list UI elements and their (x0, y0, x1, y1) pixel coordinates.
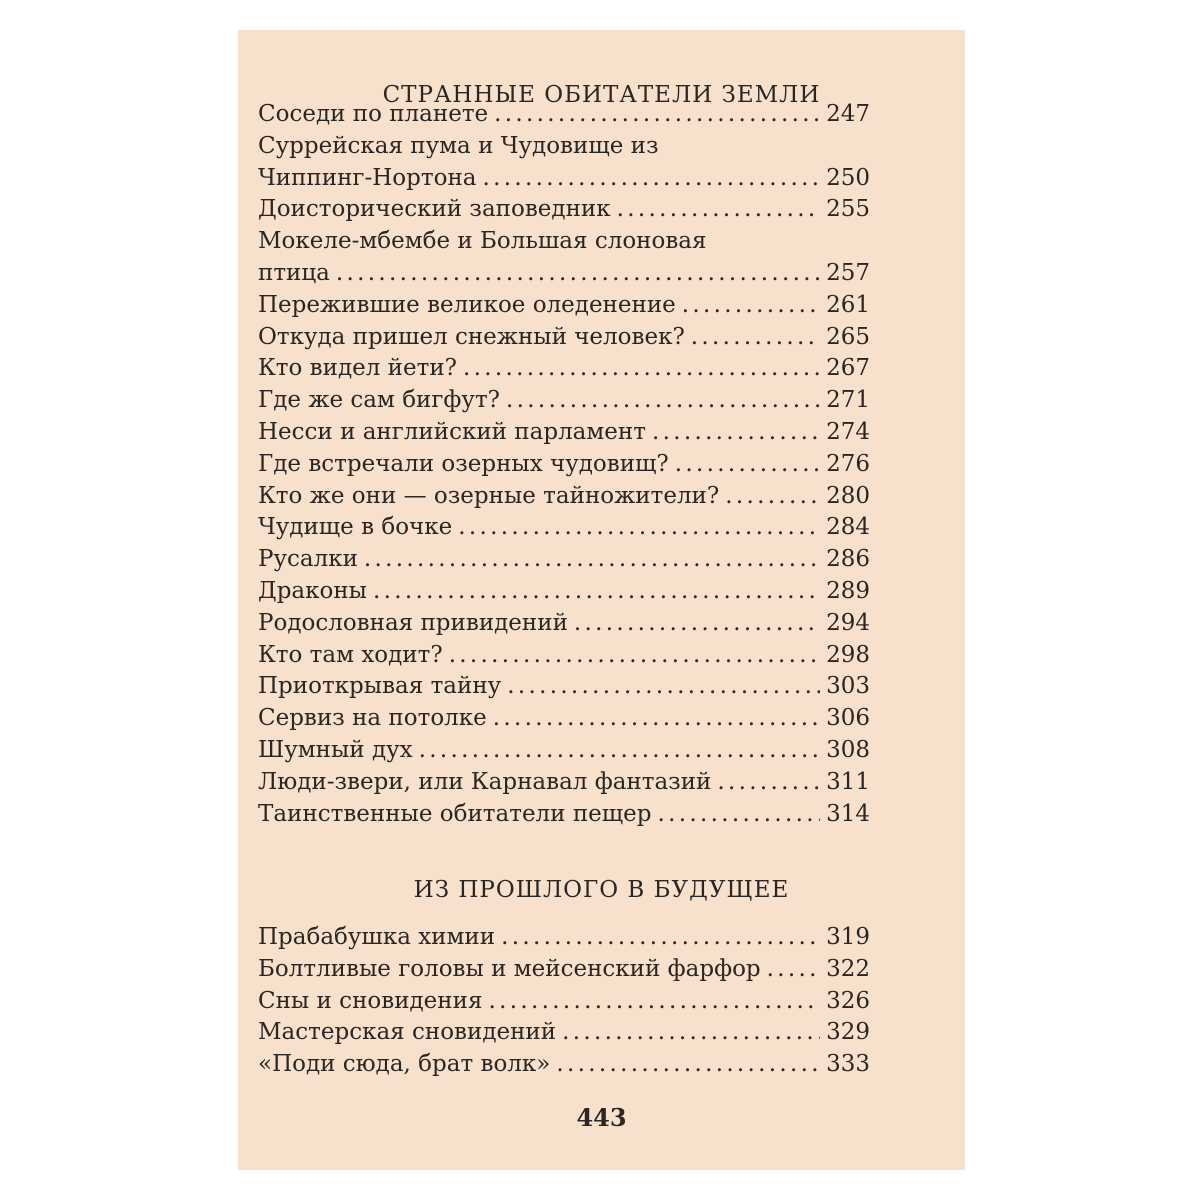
toc-entry-title: Болтливые головы и мейсенский фарфор (258, 955, 761, 982)
toc-page-number: 303 (826, 673, 870, 700)
toc-entry (258, 703, 870, 735)
toc-page-number: 289 (826, 577, 870, 604)
toc-entry-title: «Поди сюда, брат волк» (258, 1051, 551, 1078)
toc-entry (258, 1017, 870, 1049)
toc-entry-title: Кто там ходит? (258, 641, 443, 668)
dot-leader (574, 608, 820, 640)
dot-leader (506, 385, 820, 417)
toc-entry-title: Откуда пришел снежный человек? (258, 323, 685, 350)
toc-entry (258, 1049, 870, 1081)
toc-entry-title: Сны и сновидения (258, 987, 483, 1014)
toc-entry (258, 481, 870, 513)
toc-entry (258, 226, 870, 258)
toc-page-number: 280 (826, 482, 870, 509)
toc-entry (258, 290, 870, 322)
page-number: 443 (576, 1103, 627, 1132)
toc-entry (258, 799, 870, 831)
toc-entry-title: Кто же они — озерные тайножители? (258, 482, 720, 509)
toc-page-number: 271 (826, 387, 870, 414)
dot-leader (458, 512, 820, 544)
dot-leader (373, 576, 820, 608)
dot-leader (562, 1017, 820, 1049)
toc-page-number: 255 (826, 196, 870, 223)
toc-entry (258, 258, 870, 290)
toc-entry (258, 986, 870, 1018)
toc-page-number: 308 (826, 736, 870, 763)
toc-page-number: 298 (826, 641, 870, 668)
toc-entry-title: Доисторический заповедник (258, 196, 611, 223)
toc-entry (258, 671, 870, 703)
dot-leader (717, 767, 820, 799)
toc-entry (258, 954, 870, 986)
dot-leader (364, 544, 820, 576)
toc-entry-title: Люди-звери, или Карнавал фантазий (258, 768, 712, 795)
dot-leader (463, 353, 820, 385)
toc-entry-title: Чиппинг-Нортона (258, 164, 477, 191)
dot-leader (725, 481, 820, 513)
toc-page-number: 267 (826, 355, 870, 382)
toc-page-number: 294 (826, 609, 870, 636)
toc-page-number: 261 (826, 291, 870, 318)
toc-entry-title: Русалки (258, 546, 358, 573)
book-page (238, 30, 965, 1170)
toc-page-number: 284 (826, 514, 870, 541)
toc-entry (258, 131, 870, 163)
dot-leader (767, 954, 820, 986)
dot-leader (501, 922, 820, 954)
toc-entry (258, 322, 870, 354)
toc-page-number: 311 (826, 768, 870, 795)
toc-page-number: 326 (826, 987, 870, 1014)
dot-leader (657, 799, 820, 831)
dot-leader (652, 417, 820, 449)
toc-entry-title: Пережившие великое оледенение (258, 291, 676, 318)
toc-page-number: 319 (826, 924, 870, 950)
dot-leader (556, 1049, 820, 1081)
toc-page-number: 333 (826, 1051, 870, 1078)
toc-entry (258, 767, 870, 799)
toc-entry-title: Соседи по планете (258, 101, 489, 127)
toc-page-number: 274 (826, 418, 870, 445)
toc-entry-title: Таинственные обитатели пещер (258, 800, 652, 827)
toc-entry-title: Мастерская сновидений (258, 1019, 557, 1046)
toc-page-number: 314 (826, 800, 870, 827)
dot-leader (336, 258, 820, 290)
toc-entry (258, 512, 870, 544)
toc-entry (258, 417, 870, 449)
toc-entry (258, 194, 870, 226)
toc-entry (258, 163, 870, 195)
dot-leader (449, 640, 820, 672)
toc-page-number: 306 (826, 705, 870, 732)
toc-entry (258, 640, 870, 672)
toc-entry (258, 544, 870, 576)
toc-page-number: 247 (826, 101, 870, 127)
toc-page-number: 322 (826, 955, 870, 982)
toc-page-number: 286 (826, 546, 870, 573)
section-title: ИЗ ПРОШЛОГО В БУДУЩЕЕ (413, 877, 790, 903)
toc-entry-title: Сервиз на потолке (258, 705, 487, 732)
toc-page-number: 276 (826, 450, 870, 477)
toc-entry-title: птица (258, 259, 330, 286)
dot-leader (494, 99, 820, 131)
toc-page-number: 250 (826, 164, 870, 191)
toc-list (258, 99, 870, 830)
toc-entry (258, 353, 870, 385)
toc-entry (258, 922, 870, 954)
toc-entry-title: Драконы (258, 577, 367, 604)
toc-entry-title: Несси и английский парламент (258, 418, 646, 445)
toc-entry-title: Где же сам бигфут? (258, 387, 501, 414)
toc-entry-title: Шумный дух (258, 736, 413, 763)
dot-leader (483, 163, 821, 195)
toc-page-number: 265 (826, 323, 870, 350)
dot-leader (488, 986, 820, 1018)
toc-entry-title: Приоткрывая тайну (258, 673, 502, 700)
dot-leader (507, 671, 820, 703)
toc-entry-title: Мокеле-мбембе и Большая слоновая (258, 228, 707, 255)
toc-page-number: 329 (826, 1019, 870, 1046)
toc-entry (258, 608, 870, 640)
dot-leader (493, 703, 820, 735)
toc-list (258, 922, 870, 1081)
toc-entry (258, 385, 870, 417)
toc-entry (258, 99, 870, 131)
section-title: СТРАННЫЕ ОБИТАТЕЛИ ЗЕМЛИ (382, 82, 821, 108)
toc-entry (258, 576, 870, 608)
toc-entry (258, 449, 870, 481)
toc-entry-title: Чудище в бочке (258, 514, 453, 541)
toc-entry (258, 735, 870, 767)
toc-page-number: 257 (826, 259, 870, 286)
dot-leader (419, 735, 820, 767)
dot-leader (675, 449, 820, 481)
dot-leader (682, 290, 820, 322)
toc-entry-title: Прабабушка химии (258, 924, 496, 950)
toc-entry-title: Суррейская пума и Чудовище из (258, 132, 659, 159)
toc-entry-title: Где встречали озерных чудовищ? (258, 450, 669, 477)
dot-leader (617, 194, 820, 226)
dot-leader (691, 322, 820, 354)
toc-entry-title: Кто видел йети? (258, 355, 457, 382)
toc-entry-title: Родословная привидений (258, 609, 568, 636)
